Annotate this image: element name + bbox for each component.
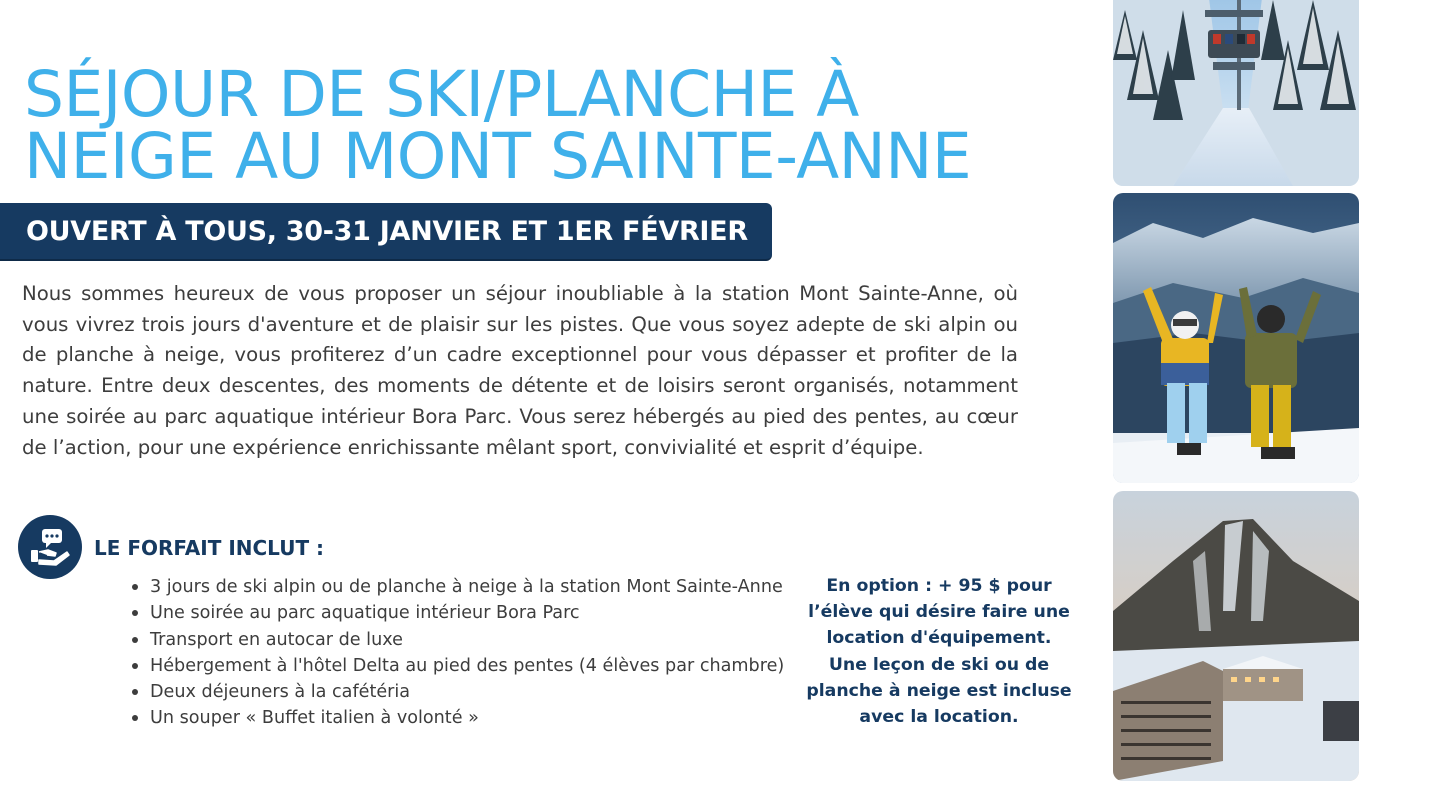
list-item (130, 600, 784, 626)
bullet-icon (132, 584, 138, 590)
list-item-text: 3 jours de ski alpin ou de planche à neige à la station Mont Sainte-Anne (150, 577, 783, 597)
page-title-line-1: SÉJOUR DE SKI/PLANCHE À (24, 58, 859, 131)
bullet-icon (132, 715, 138, 721)
list-item (130, 705, 784, 731)
bullet-icon (132, 610, 138, 616)
intro-paragraph: Nous sommes heureux de vous proposer un séjour inoubliable à la station Mont Sainte-Anne, où vous vivrez trois jours d'aventure et de plaisir sur les pistes. Que vous soyez adepte de ski alpin ou de planche à neige, vous profiterez d’un cadre exceptionnel pour vous dépasser et profiter de la nature. Entre deux descentes, des moments de détente et de loisirs seront organisés, notamment une soirée au parc aquatique intérieur Bora Parc. Vous serez hébergés au pied des pentes, au cœur de l’action, pour une expérience enrichissante mêlant sport, convivialité et esprit d’équipe. (22, 282, 1018, 459)
bullet-icon (132, 637, 138, 643)
list-item-text: Hébergement à l'hôtel Delta au pied des pentes (4 élèves par chambre) (150, 655, 785, 676)
list-item (130, 679, 784, 705)
list-item-text: Deux déjeuners à la cafétéria (150, 682, 411, 703)
dates-banner (0, 203, 772, 261)
rental-option-note: En option : + 95 $ pour l’élève qui désire faire une location d'équipement. Une leçon de ski ou de planche à neige est incluse avec la location. (806, 576, 1072, 728)
dates-banner-text: OUVERT À TOUS, 30-31 JANVIER ET 1ER FÉVRIER (26, 216, 748, 247)
snowboarders-photo (1113, 193, 1359, 483)
list-item (130, 653, 784, 679)
list-item (130, 627, 784, 653)
list-item-text: Transport en autocar de luxe (150, 629, 403, 650)
forfait-heading: LE FORFAIT INCLUT : (94, 536, 325, 560)
list-item (130, 574, 784, 600)
hand-chat-icon (18, 515, 82, 579)
list-item-text: Une soirée au parc aquatique intérieur Bora Parc (150, 603, 580, 624)
forfait-list (130, 574, 784, 732)
bullet-icon (132, 689, 138, 695)
bullet-icon (132, 663, 138, 669)
page-title-line-2: NEIGE AU MONT SAINTE-ANNE (24, 120, 972, 193)
page-title (24, 58, 1084, 193)
list-item-text: Un souper « Buffet italien à volonté » (150, 708, 479, 729)
chairlift-photo (1113, 0, 1359, 186)
mountain-hotel-photo (1113, 491, 1359, 781)
